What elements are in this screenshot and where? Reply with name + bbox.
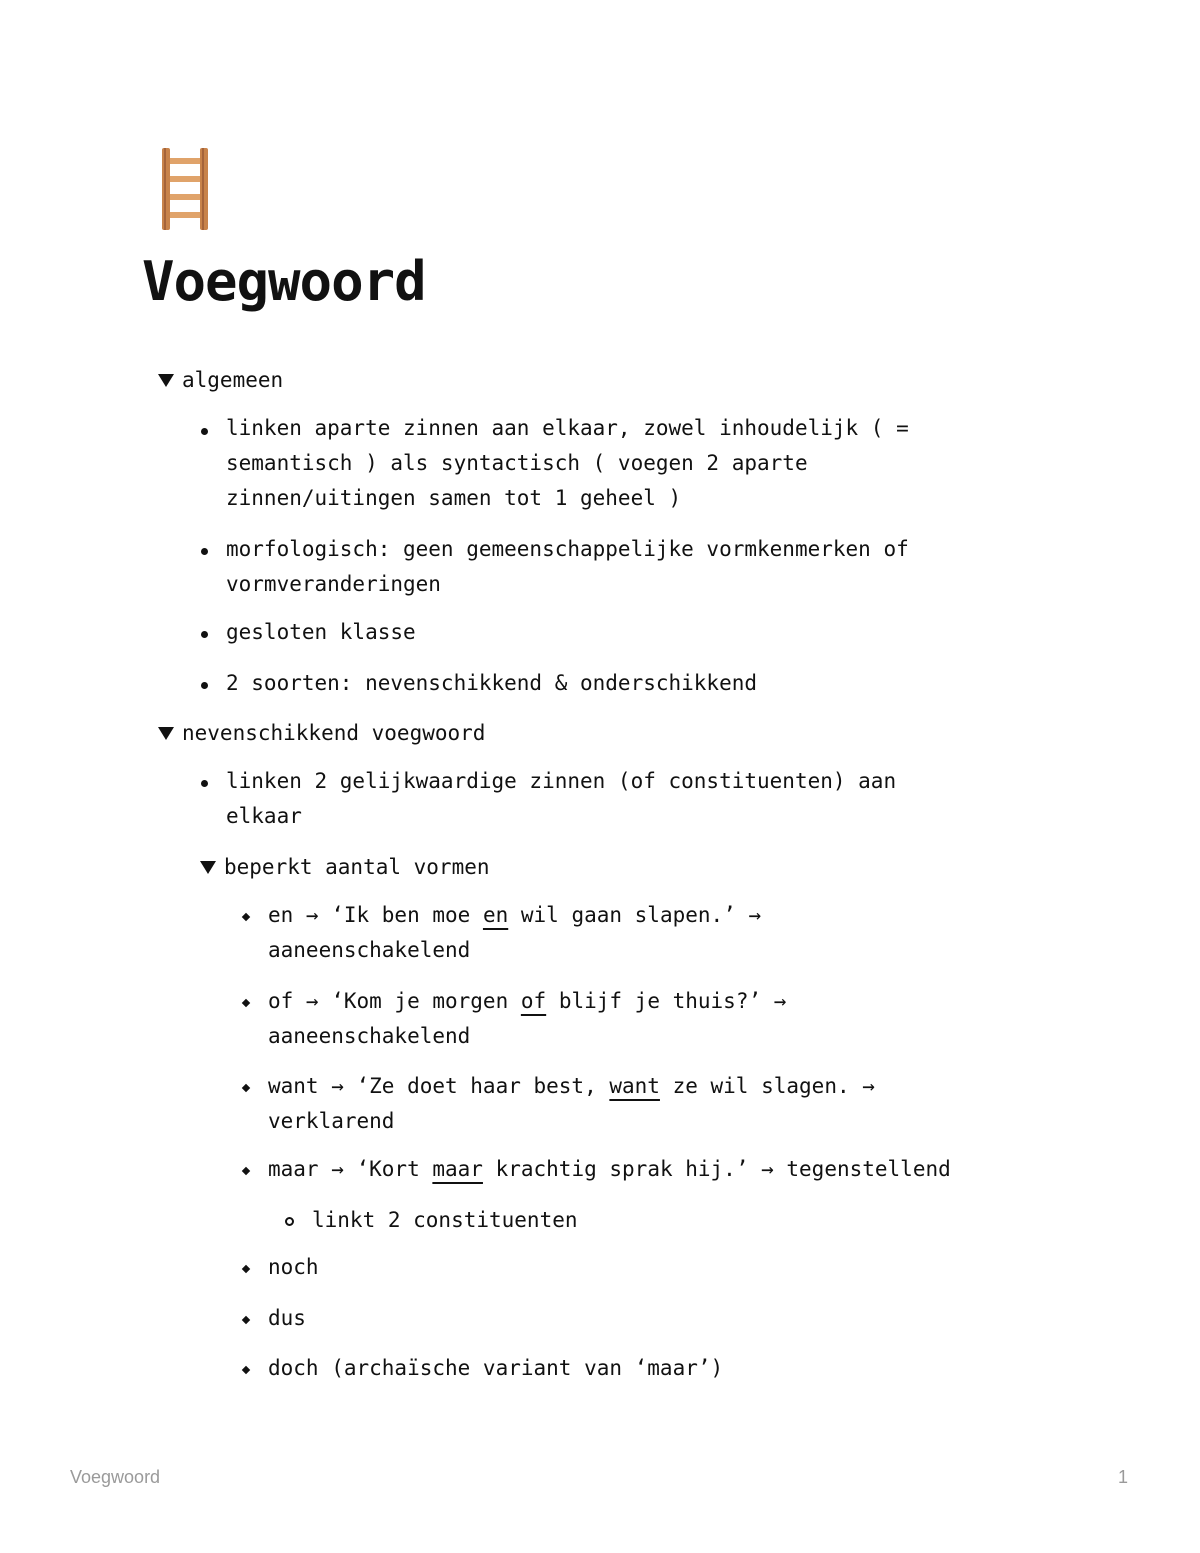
example-line <box>268 1069 875 1104</box>
list-item-line: zinnen/uitingen samen tot 1 geheel ) <box>226 486 682 510</box>
bullet-icon <box>242 999 250 1007</box>
example-post: wil gaan slapen.’ → <box>508 903 762 927</box>
example-post: blijf je thuis?’ → <box>546 989 787 1013</box>
bullet-icon <box>201 548 208 555</box>
bullet-icon <box>201 780 208 787</box>
list-item-line: linkt 2 constituenten <box>312 1208 578 1232</box>
list-item-line: noch <box>268 1255 319 1279</box>
example-pre: of → ‘Kom je morgen <box>268 989 521 1013</box>
bullet-icon <box>201 428 208 435</box>
bullet-icon <box>242 1265 250 1273</box>
list-item-line: 2 soorten: nevenschikkend & onderschikkend <box>226 671 758 695</box>
list-item-line: dus <box>268 1306 306 1330</box>
example-line <box>268 984 786 1019</box>
conjunction-underlined: of <box>520 989 547 1013</box>
toggle-arrow-icon[interactable] <box>158 374 174 387</box>
bullet-icon <box>242 913 250 921</box>
example-post: krachtig sprak hij.’ → tegenstellend <box>482 1157 951 1181</box>
example-post: ze wil slagen. → <box>659 1074 875 1098</box>
example-line <box>268 898 761 933</box>
example-pre: en → ‘Ik ben moe <box>268 903 483 927</box>
footer-title: Voegwoord <box>70 1467 161 1487</box>
page-number: 1 <box>1118 1467 1129 1487</box>
ladder-icon <box>158 148 212 230</box>
toggle-algemeen-label[interactable]: algemeen <box>182 368 284 392</box>
list-item-line: semantisch ) als syntactisch ( voegen 2 aparte <box>226 451 808 475</box>
list-item-line: gesloten klasse <box>226 620 416 644</box>
bullet-icon <box>285 1217 294 1226</box>
bullet-icon <box>242 1167 250 1175</box>
toggle-nevenschikkend-label[interactable]: nevenschikkend voegwoord <box>182 721 486 745</box>
toggle-arrow-icon[interactable] <box>200 861 216 874</box>
conjunction-underlined: want <box>609 1074 660 1098</box>
example-pre: want → ‘Ze doet haar best, <box>268 1074 610 1098</box>
conjunction-underlined: maar <box>432 1157 483 1181</box>
example-type: aaneenschakelend <box>268 938 471 962</box>
toggle-arrow-icon[interactable] <box>158 727 174 740</box>
example-line <box>268 1152 951 1187</box>
bullet-icon <box>242 1366 250 1374</box>
example-pre: maar → ‘Kort <box>268 1157 433 1181</box>
list-item-line: linken aparte zinnen aan elkaar, zowel inhoudelijk ( = <box>226 416 909 440</box>
list-item-line: linken 2 gelijkwaardige zinnen (of constituenten) aan <box>226 769 897 793</box>
bullet-icon <box>242 1084 250 1092</box>
page-title: Voegwoord <box>142 250 426 313</box>
bullet-icon <box>201 631 208 638</box>
bullet-icon <box>242 1316 250 1324</box>
list-item-line: elkaar <box>226 804 302 828</box>
toggle-beperkt-label[interactable]: beperkt aantal vormen <box>224 855 490 879</box>
list-item-line: morfologisch: geen gemeenschappelijke vormkenmerken of <box>226 537 909 561</box>
example-type: aaneenschakelend <box>268 1024 471 1048</box>
list-item-line: doch (archaïsche variant van ‘maar’) <box>268 1356 724 1380</box>
conjunction-underlined: en <box>482 903 509 927</box>
example-type: verklarend <box>268 1109 395 1133</box>
list-item-line: vormveranderingen <box>226 572 441 596</box>
bullet-icon <box>201 682 208 689</box>
